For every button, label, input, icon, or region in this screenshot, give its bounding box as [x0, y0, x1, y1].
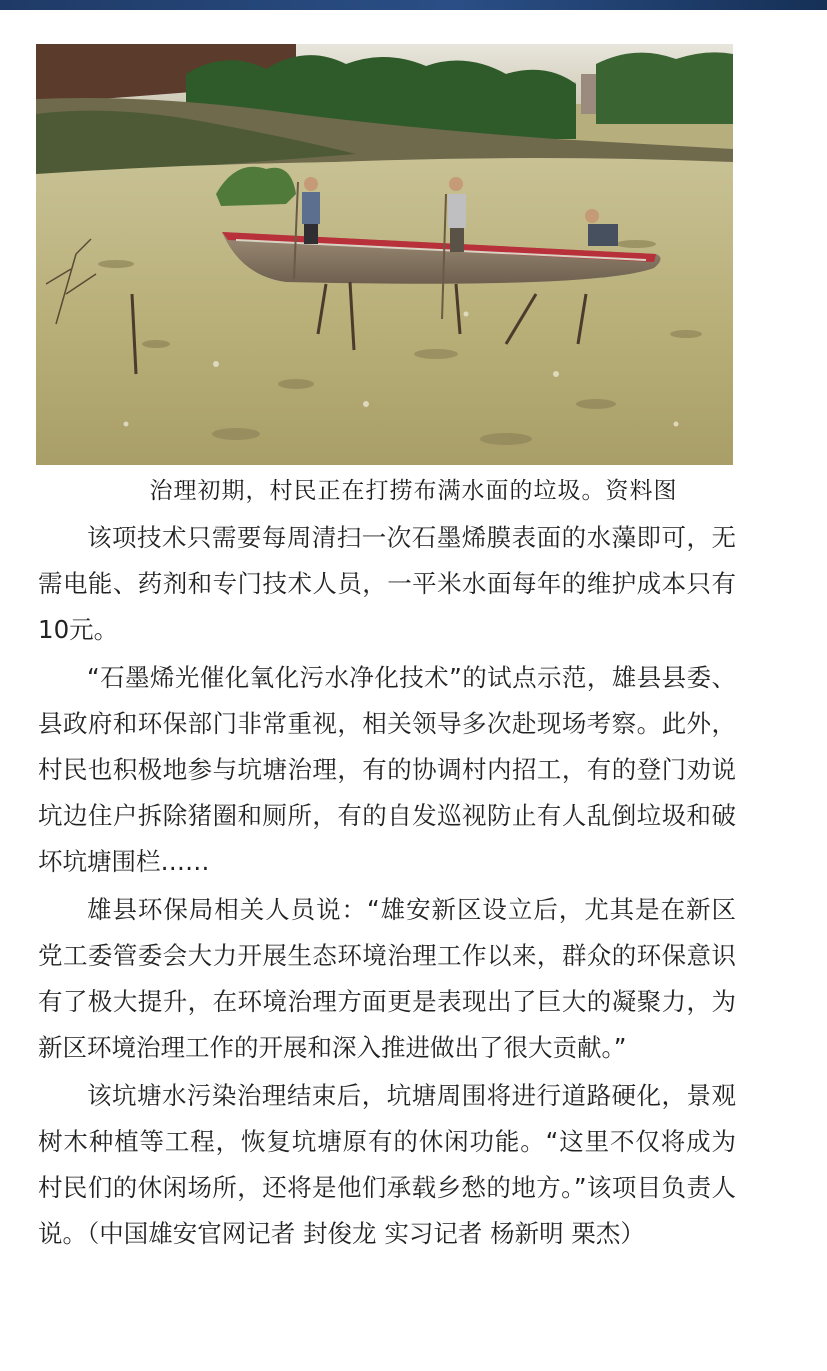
pond-cleanup-photo [36, 44, 733, 465]
article-paragraph: 该项技术只需要每周清扫一次石墨烯膜表面的水藻即可，无需电能、药剂和专门技术人员，一平米水面每年的维护成本只有10元。 [38, 523, 736, 644]
article-body [38, 515, 736, 1259]
top-banner-bar [0, 0, 827, 10]
photo-caption: 治理初期，村民正在打捞布满水面的垃圾。资料图 [149, 478, 678, 504]
article-paragraph: 该坑塘水污染治理结束后，坑塘周围将进行道路硬化，景观树木种植等工程，恢复坑塘原有的休闲功能。“这里不仅将成为村民们的休闲场所，还将是他们承载乡愁的地方。”该项目负责人说。（中国雄安官网记者 封俊龙 实习记者 杨新明 栗杰） [38, 1081, 736, 1248]
article-paragraph: 雄县环保局相关人员说：“雄安新区设立后，尤其是在新区党工委管委会大力开展生态环境治理工作以来，群众的环保意识有了极大提升，在环境治理方面更是表现出了巨大的凝聚力，为新区环境治理工作的开展和深入推进做出了很大贡献。” [38, 895, 736, 1062]
article-paragraph: “石墨烯光催化氧化污水净化技术”的试点示范，雄县县委、县政府和环保部门非常重视，相关领导多次赴现场考察。此外，村民也积极地参与坑塘治理，有的协调村内招工，有的登门劝说坑边住户拆除猪圈和厕所，有的自发巡视防止有人乱倒垃圾和破坏坑塘围栏…… [38, 663, 736, 876]
